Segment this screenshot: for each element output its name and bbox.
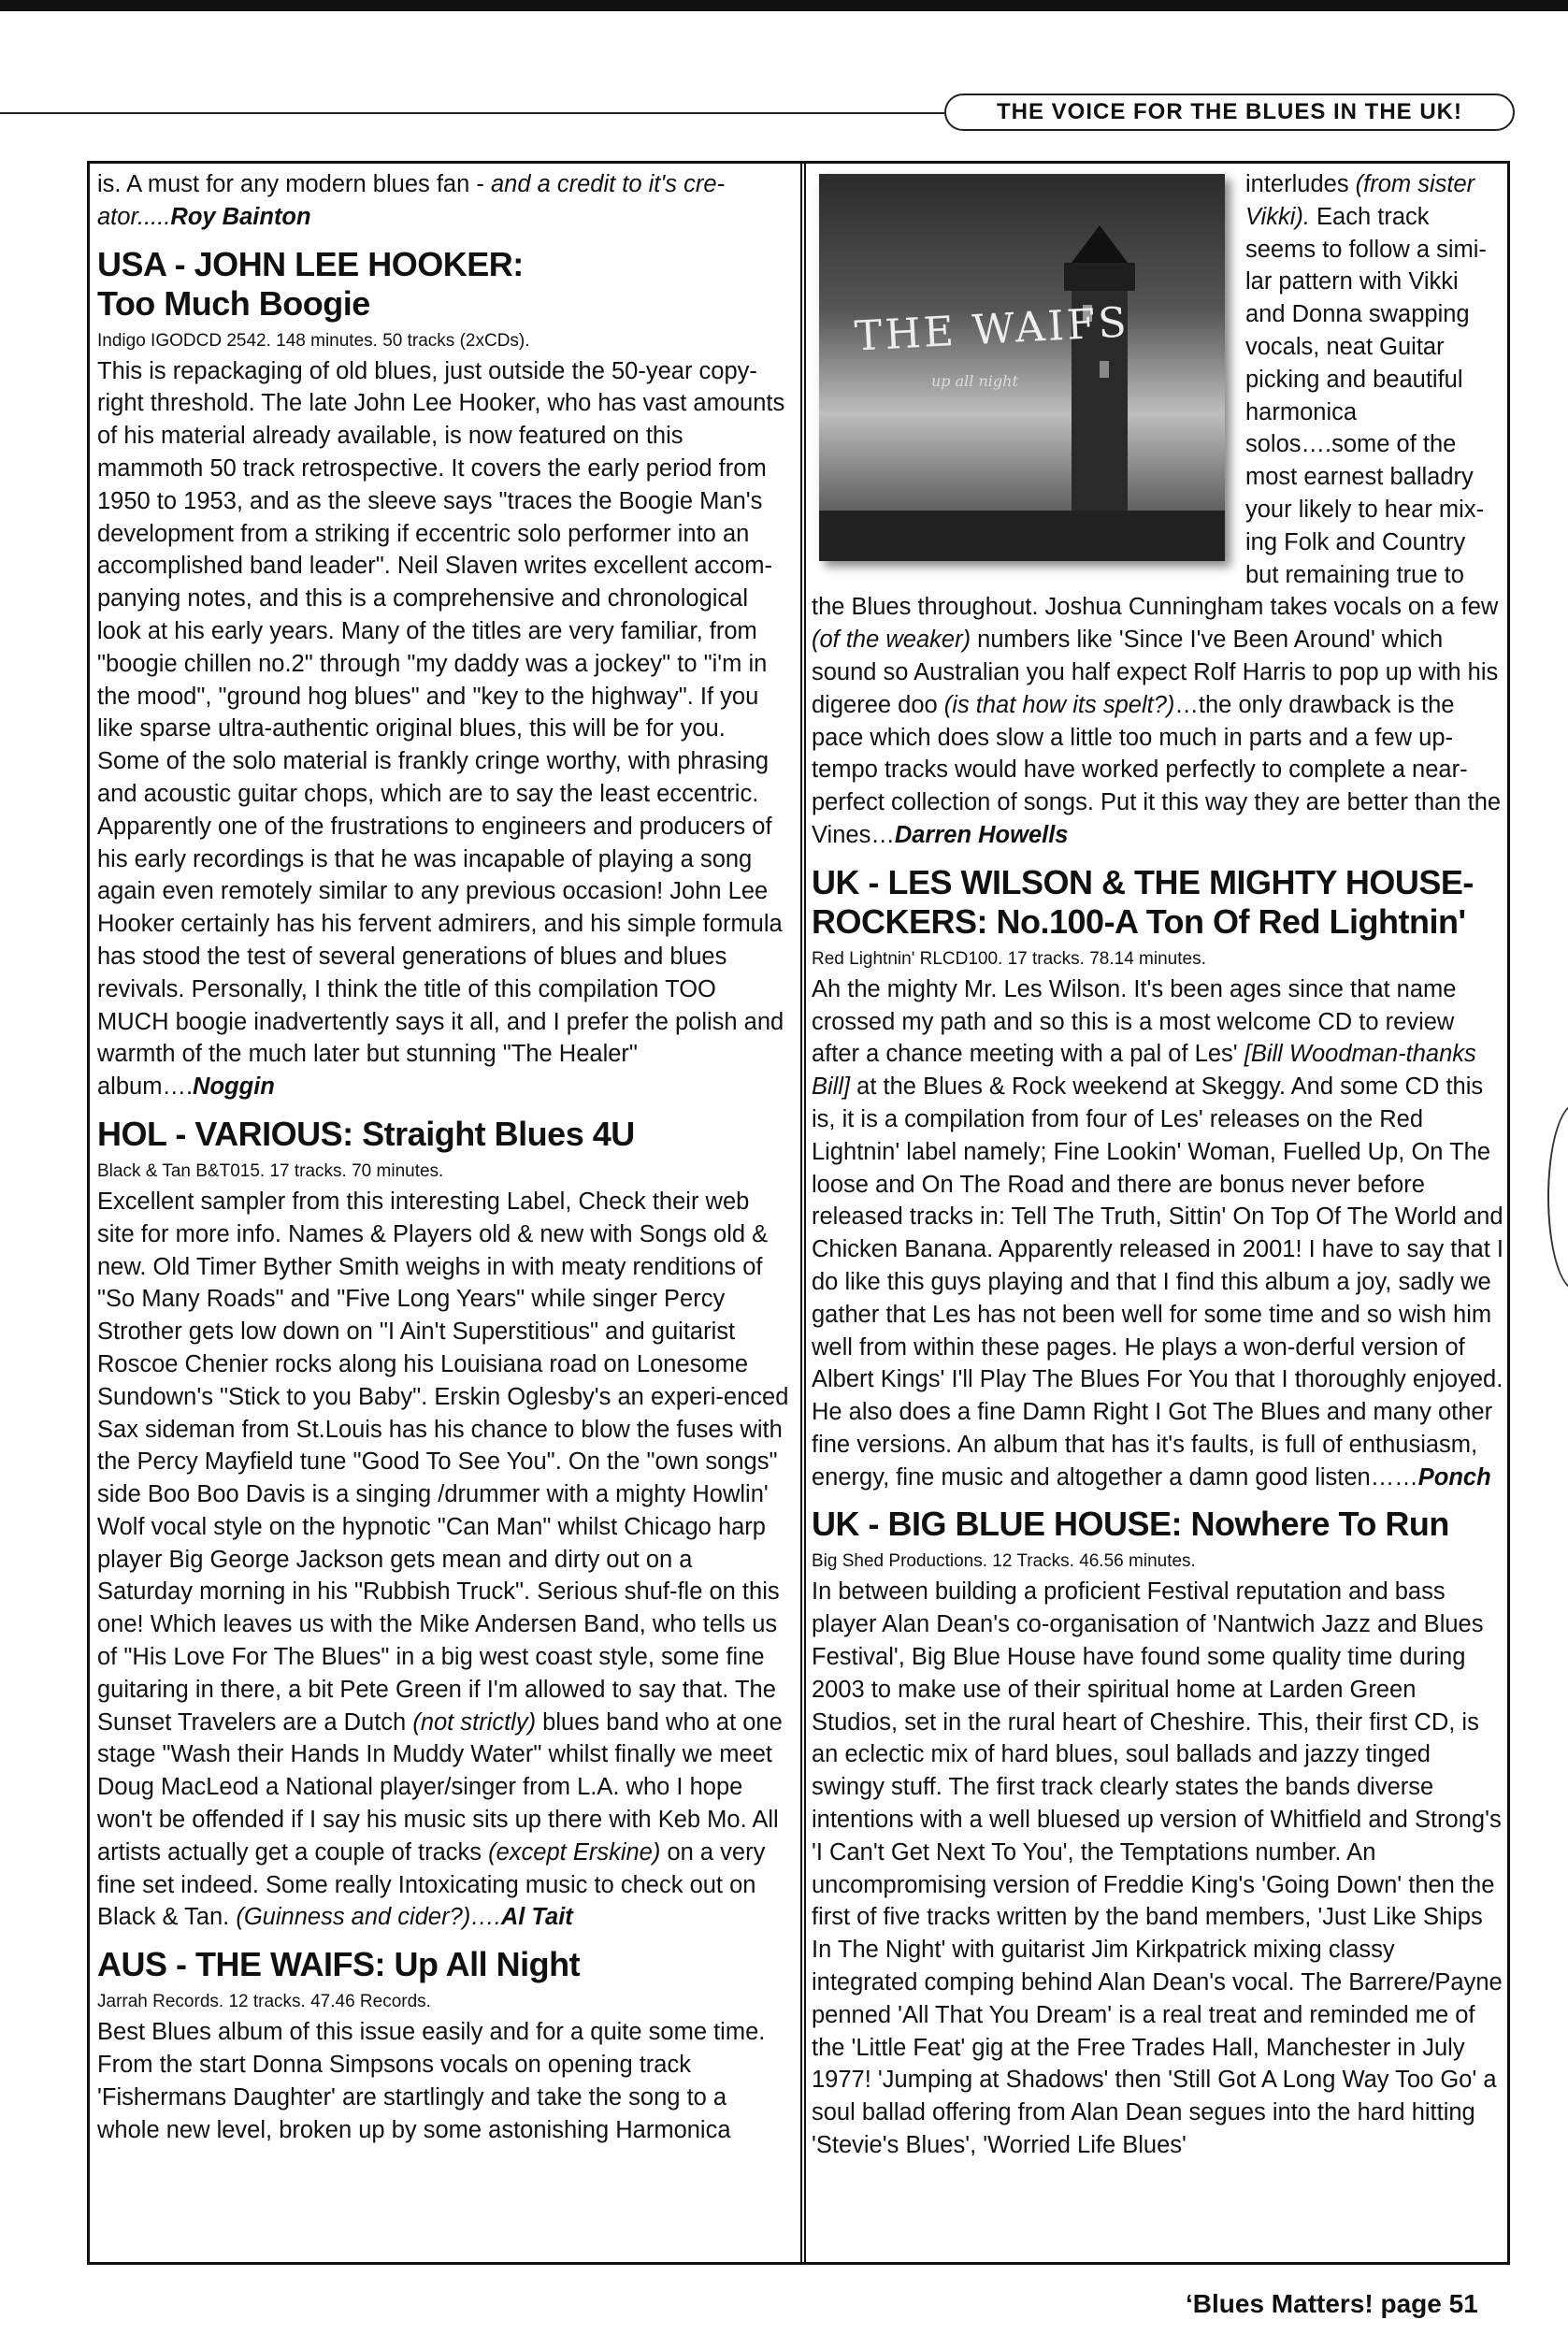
- reviewer-signature: Ponch: [1417, 1463, 1491, 1491]
- intro-paragraph: is. A must for any modern blues fan - and a credit to it's cre-ator.....Roy Bainton: [97, 171, 726, 230]
- review-title: UK - LES WILSON & THE MIGHTY HOUSE- ROCKERS: No.100-A Ton Of Red Lightnin': [812, 862, 1474, 941]
- left-column: [97, 168, 791, 2146]
- review-body-continued: interludes (from sister Vikki). Each track seems to follow a simi-lar pattern with Vikki and Donna swapping vocals, neat Guitar picking and beautiful harmonica solos….some of the most earnest balladry your likely to hear mix-ing Folk and Country but remaining true to the Blues throughout. Joshua Cunningham takes vocals on a few (of the weaker) numbers like 'Since I've Been Around' which sound so Australian you half expect Rolf Harris to pop up with his digeree doo (is that how its spelt?)…the only drawback is the pace which does slow a little too much in parts and a few up-tempo tracks would have worked perfectly to complete a near-perfect collection of songs. Put it this way they are better than the Vines…Darren Howells: [812, 171, 1502, 848]
- review-title: UK - BIG BLUE HOUSE: Nowhere To Run: [812, 1505, 1449, 1544]
- album-cover-title: THE WAIFS: [853, 298, 1130, 361]
- reviewer-signature: Noggin: [193, 1073, 275, 1101]
- review-body: In between building a proficient Festival reputation and bass player Alan Dean's co-organisation of 'Nantwich Jazz and Blues Festival', Big Blue House have found some quality time during 2003 to make use of their spiritual home at Larden Green Studios, set in the rural heart of Cheshire. This, their first CD, is an eclectic mix of hard blues, soul ballads and jazzy tinged swingy stuff. The first track clearly states the bands diverse intentions with a well bluesed up version of Whitfield and Strong's 'I Can't Get Next To You', the Temptations number. An uncompromising version of Freddie King's 'Going Down' then the first of five tracks written by the band members, 'Just Like Ships In The Night' with guitarist Jim Kirkpatrick mixing classy integrated comping behind Alan Dean's vocal. The Barrere/Payne penned 'All That You Dream' is a real treat and reminded me of the 'Little Feat' gig at the Free Trades Hall, Manchester in July 1977! 'Jumping at Shadows' then 'Still Got A Long Way Too Go' a soul ballad offering from Alan Dean segues into the hard hitting 'Stevie's Blues', 'Worried Life Blues': [812, 1578, 1503, 2159]
- reviewer-signature: Roy Bainton: [170, 203, 311, 230]
- review-meta: Black & Tan B&T015. 17 tracks. 70 minutes.: [97, 1160, 444, 1181]
- review-body: This is repackaging of old blues, just outside the 50-year copy-right threshold. The late John Lee Hooker, who has vast amounts of his material already available, is now featured on this mammoth 50 track retrospective. It covers the early period from 1950 to 1953, and as the sleeve says "traces the Boogie Man's development from a striking if eccentric solo performer into an accomplished band leader". Neil Slaven writes excellent accom-panying notes, and this is a comprehensive and chronological look at his early years. Many of the titles are very familiar, from "boogie chillen no.2" through "my daddy was a jockey" to "i'm in the mood", "ground hog blues" and "key to the highway". If you like sparse ultra-authentic original blues, this will be for you. Some of the solo material is frankly cringe worthy, with phrasing and acoustic guitar chops, which are to say the least eccentric. Apparently one of the frustrations to engineers and producers of his early recordings is that he was incapable of playing a song again even remotely similar to any previous occasion! John Lee Hooker certainly has his fervent admirers, and his simple formula has stood the test of several generations of blues and blues revivals. Personally, I think the title of this compilation TOO MUCH boogie inadvertently says it all, and I prefer the polish and warmth of the much later but stunning "The Healer" album….Noggin: [97, 357, 785, 1101]
- review-body: Excellent sampler from this interesting Label, Check their web site for more info. Names & Players old & new with Songs old & new. Old Timer Byther Smith weighs in with meaty renditions of "So Many Roads" and "Five Long Years" while singer Percy Strother gets low down on "I Ain't Superstitious" and guitarist Roscoe Chenier rocks along his Louisiana road on Lonesome Sundown's "Stick to you Baby". Erskin Oglesby's an experi-enced Sax sideman from St.Louis has his chance to blow the fuses with the Percy Mayfield tune "Good To See You". On the "own songs" side Boo Boo Davis is a singing /drummer with a mighty Howlin' Wolf vocal style on the hypnotic "Can Man" whilst Chicago harp player Big George Jackson gets mean and dirty out on a Saturday morning in his "Rubbish Truck". Serious shuf-fle on this one! Which leaves us with the Mike Andersen Band, who tells us of "His Love For The Blues" in a big west coast style, some fine guitaring in there, a bit Pete Green if I'm allowed to say that. The Sunset Travelers are a Dutch (not strictly) blues band who at one stage "Wash their Hands In Muddy Water" whilst finally we meet Doug MacLeod a National player/singer from L.A. who I hope won't be offended if I say his music sits up there with Keb Mo. All artists actually get a couple of tracks (except Erskine) on a very fine set indeed. Some really Intoxicating music to check out on Black & Tan. (Guinness and cider?)….Al Tait: [97, 1188, 789, 1931]
- review-meta: Big Shed Productions. 12 Tracks. 46.56 minutes.: [812, 1551, 1196, 1572]
- review-meta: Indigo IGODCD 2542. 148 minutes. 50 tracks (2xCDs).: [97, 330, 530, 351]
- lighthouse-illustration: [819, 174, 1225, 561]
- review-meta: Jarrah Records. 12 tracks. 47.46 Records.: [97, 1992, 431, 2012]
- reviewer-signature: Al Tait: [500, 1904, 573, 1931]
- review-title: HOL - VARIOUS: Straight Blues 4U: [97, 1114, 635, 1153]
- column-divider: [800, 161, 806, 2265]
- album-cover-image: [819, 174, 1225, 561]
- right-column: [812, 168, 1503, 2162]
- album-cover-subtitle: up all night: [931, 372, 1018, 390]
- review-meta: Red Lightnin' RLCD100. 17 tracks. 78.14 minutes.: [812, 948, 1206, 969]
- album-cover-waifs: [812, 168, 1232, 570]
- review-body: Ah the mighty Mr. Les Wilson. It's been ages since that name crossed my path and so this is a most welcome CD to review after a chance meeting with a pal of Les' [Bill Woodman-thanks Bill] at the Blues & Rock weekend at Skeggy. And some CD this is, it is a compilation from four of Les' releases on the Red Lightnin' label namely; Fine Lookin' Woman, Fuelled Up, On The loose and On The Road and there are bonus never before released tracks in: Tell The Truth, Sittin' On Top Of The World and Chicken Banana. Apparently released in 2001! I have to say that I do like this guys playing and that I find this album a joy, sadly we gather that Les has not been well for some time and so wish him well from within these pages. He plays a won-derful version of Albert Kings' I'll Play The Blues For You that I thoroughly enjoyed. He also does a fine Damn Right I Got The Blues and many other fine versions. An album that has it's faults, is full of enthusiasm, energy, fine music and altogether a damn good listen……Ponch: [812, 975, 1503, 1491]
- reviewer-signature: Darren Howells: [894, 821, 1069, 848]
- magazine-tagline: THE VOICE FOR THE BLUES IN THE UK!: [944, 94, 1515, 131]
- review-title: USA - JOHN LEE HOOKER: Too Much Boogie: [97, 244, 524, 323]
- header-rule: [0, 112, 944, 114]
- page-edge-arc: [1547, 1103, 1568, 1290]
- review-title: AUS - THE WAIFS: Up All Night: [97, 1945, 581, 1984]
- review-body: Best Blues album of this issue easily and for a quite some time. From the start Donna Simpsons vocals on opening track 'Fishermans Daughter' are startlingly and take the song to a whole new level, broken up by some astonishing Harmonica: [97, 2019, 766, 2143]
- top-border: [0, 0, 1568, 11]
- page-footer: ‘Blues Matters! page 51: [1186, 2289, 1478, 2318]
